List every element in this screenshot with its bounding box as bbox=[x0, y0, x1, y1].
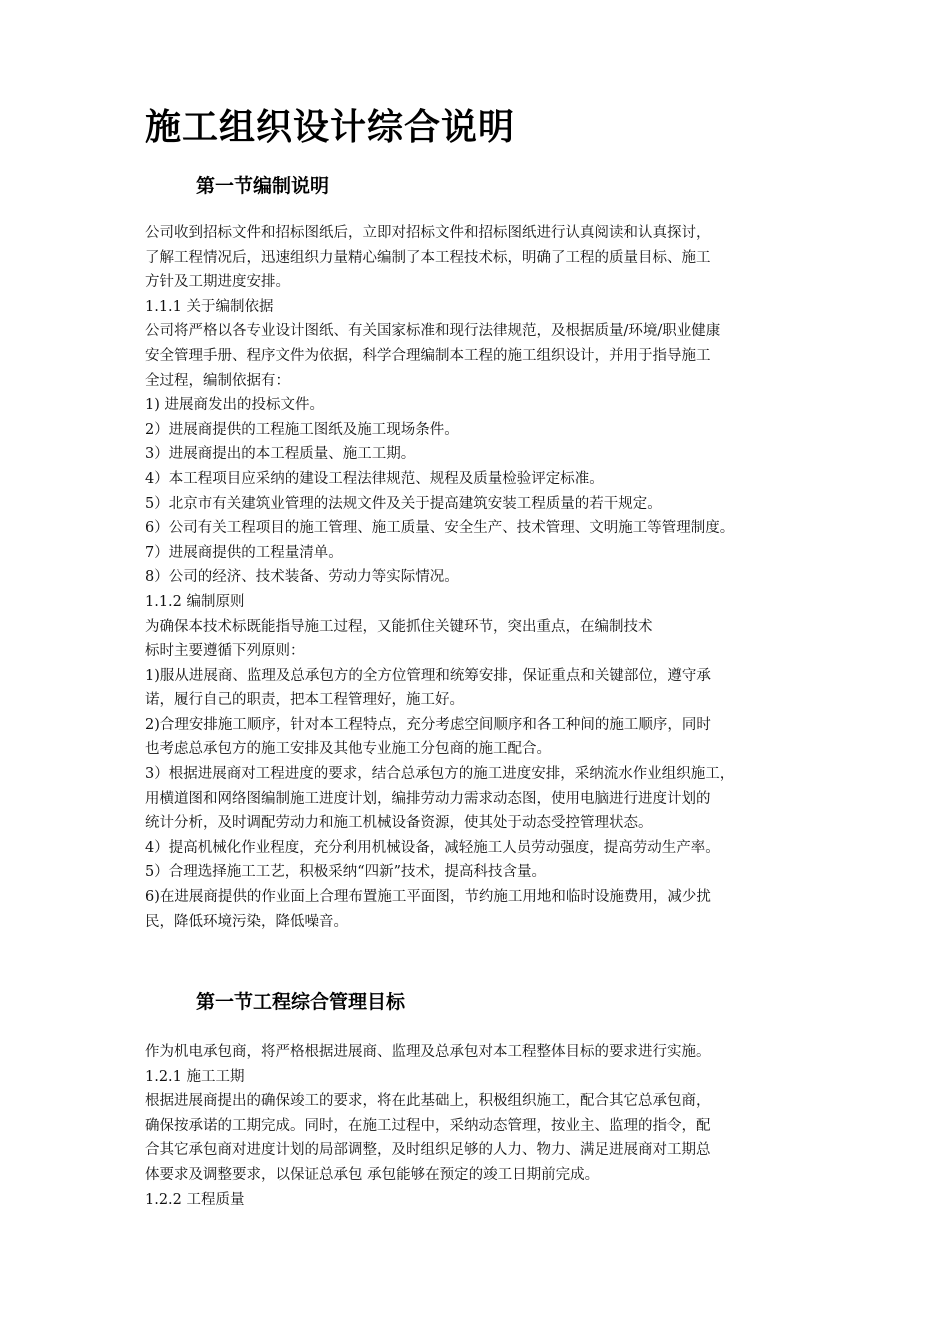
list-item: 5）北京市有关建筑业管理的法规文件及关于提高建筑安装工程质量的若干规定。 bbox=[145, 495, 662, 512]
paragraph-line: 安全管理手册、程序文件为依据，科学合理编制本工程的施工组织设计，并用于指导施工 bbox=[145, 347, 711, 364]
list-item: 5）合理选择施工工艺，积极采纳“四新”技术，提高科技含量。 bbox=[145, 864, 547, 881]
list-item: 统计分析，及时调配劳动力和施工机械设备资源，使其处于动态受控管理状态。 bbox=[145, 815, 653, 832]
list-item: 2）进展商提供的工程施工图纸及施工现场条件。 bbox=[145, 421, 459, 438]
list-item: 8）公司的经济、技术装备、劳动力等实际情况。 bbox=[145, 569, 459, 586]
list-item: 4）提高机械化作业程度，充分利用机械设备，减轻施工人员劳动强度，提高劳动生产率。 bbox=[145, 839, 720, 856]
paragraph-line: 作为机电承包商，将严格根据进展商、监理及总承包对本工程整体目标的要求进行实施。 bbox=[145, 1044, 711, 1060]
subsection-heading: 1.2.1 施工工期 bbox=[145, 1068, 245, 1085]
paragraph-line: 根据进展商提出的确保竣工的要求，将在此基础上，积极组织施工，配合其它总承包商， bbox=[145, 1093, 711, 1110]
section-body-2 bbox=[145, 1040, 825, 1212]
section-heading-1: 第一节编制说明 bbox=[196, 175, 330, 197]
paragraph-line: 确保按承诺的工期完成。同时，在施工过程中，采纳动态管理，按业主、监理的指令，配 bbox=[145, 1117, 711, 1134]
subsection-heading: 1.2.2 工程质量 bbox=[145, 1191, 245, 1208]
list-item: 1) 进展商发出的投标文件。 bbox=[145, 397, 324, 414]
list-item: 1)服从进展商、监理及总承包方的全方位管理和统筹安排，保证重点和关键部位，遵守承 bbox=[145, 667, 711, 684]
paragraph-line: 合其它承包商对进度计划的局部调整，及时组织足够的人力、物力、满足进展商对工期总 bbox=[145, 1142, 711, 1159]
list-item: 4）本工程项目应采纳的建设工程法律规范、规程及质量检验评定标准。 bbox=[145, 470, 604, 487]
paragraph-line: 公司收到招标文件和招标图纸后，立即对招标文件和招标图纸进行认真阅读和认真探讨， bbox=[145, 225, 711, 241]
list-item: 民，降低环境污染，降低噪音。 bbox=[145, 913, 348, 930]
list-item: 6)在进展商提供的作业面上合理布置施工平面图，节约施工用地和临时设施费用，减少扰 bbox=[145, 889, 711, 906]
paragraph-line: 全过程，编制依据有： bbox=[145, 372, 290, 389]
paragraph-line: 方针及工期进度安排。 bbox=[145, 274, 290, 291]
paragraph-line: 为确保本技术标既能指导施工过程，又能抓住关键环节，突出重点，在编制技术 bbox=[145, 618, 653, 635]
section-heading-2: 第一节工程综合管理目标 bbox=[196, 991, 406, 1013]
list-item: 7）进展商提供的工程量清单。 bbox=[145, 544, 343, 561]
section-body-1 bbox=[145, 221, 825, 934]
list-item: 2)合理安排施工顺序，针对本工程特点，充分考虑空间顺序和各工种间的施工顺序，同时 bbox=[145, 716, 711, 733]
subsection-heading: 1.1.2 编制原则 bbox=[145, 593, 245, 610]
list-item: 也考虑总承包方的施工安排及其他专业施工分包商的施工配合。 bbox=[145, 741, 551, 758]
paragraph-line: 了解工程情况后，迅速组织力量精心编制了本工程技术标，明确了工程的质量目标、施工 bbox=[145, 249, 711, 266]
list-item: 6）公司有关工程项目的施工管理、施工质量、安全生产、技术管理、文明施工等管理制度。 bbox=[145, 520, 735, 537]
list-item: 3）进展商提出的本工程质量、施工工期。 bbox=[145, 446, 416, 463]
paragraph-line: 体要求及调整要求，以保证总承包 承包能够在预定的竣工日期前完成。 bbox=[145, 1166, 600, 1183]
paragraph-line: 公司将严格以各专业设计图纸、有关国家标准和现行法律规范，及根据质量/环境/职业健康 bbox=[145, 323, 721, 340]
list-item: 诺，履行自己的职责，把本工程管理好，施工好。 bbox=[145, 692, 464, 709]
subsection-heading: 1.1.1 关于编制依据 bbox=[145, 298, 274, 315]
paragraph-line: 标时主要遵循下列原则： bbox=[145, 643, 305, 660]
list-item: 用横道图和网络图编制施工进度计划，编排劳动力需求动态图，使用电脑进行进度计划的 bbox=[145, 790, 711, 807]
document-title: 施工组织设计综合说明 bbox=[145, 107, 516, 148]
list-item: 3）根据进展商对工程进度的要求，结合总承包方的施工进度安排，采纳流水作业组织施工， bbox=[145, 766, 735, 783]
